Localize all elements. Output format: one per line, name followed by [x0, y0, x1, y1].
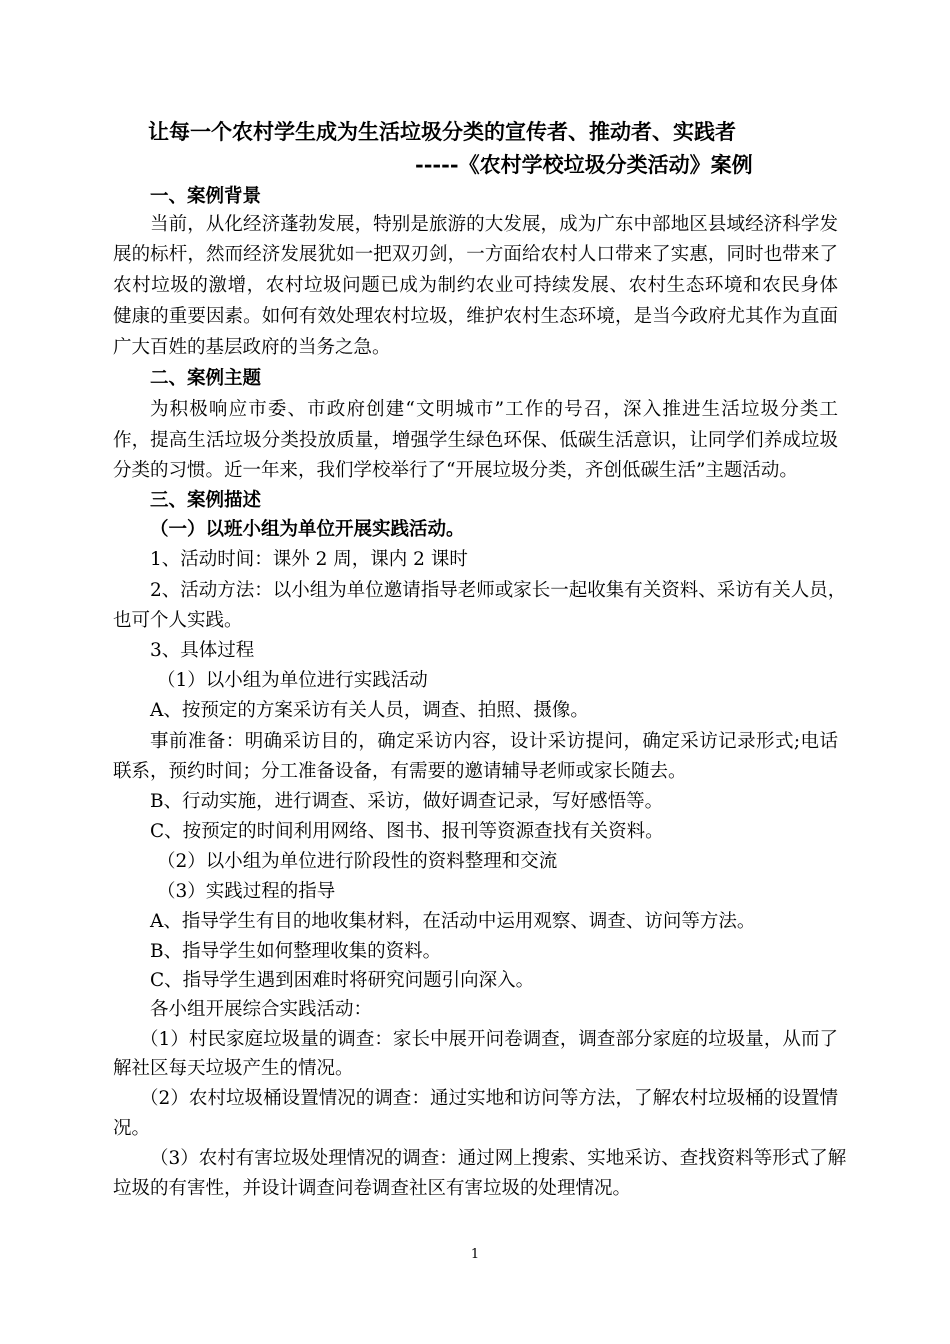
paragraph-line: B、指导学生如何整理收集的资料。 [150, 941, 442, 962]
page-number: 1 [470, 1247, 480, 1262]
section-heading-description: 三、案例描述 [150, 490, 262, 511]
paragraph-line: 2、活动方法：以小组为单位邀请指导老师或家长一起收集有关资料、采访有关人员， [150, 580, 847, 601]
paragraph-line: C、按预定的时间利用网络、图书、报刊等资源查找有关资料。 [150, 821, 664, 842]
paragraph-line: 为积极响应市委、市政府创建“文明城市”工作的号召，深入推进生活垃圾分类工 [150, 399, 838, 420]
document-title: 让每一个农村学生成为生活垃圾分类的宣传者、推动者、实践者 [148, 119, 736, 144]
paragraph-line: A、指导学生有目的地收集材料，在活动中运用观察、调查、访问等方法。 [150, 911, 756, 932]
paragraph-line: 作，提高生活垃圾分类投放质量，增强学生绿色环保、低碳生活意识，让同学们养成垃圾 [113, 430, 838, 451]
section-heading-theme: 二、案例主题 [150, 368, 262, 389]
paragraph-line: 农村垃圾的激增，农村垃圾问题已成为制约农业可持续发展、农村生态环境和农民身体 [113, 275, 838, 296]
paragraph-line: 3、具体过程 [150, 640, 255, 661]
paragraph-line: 展的标杆，然而经济发展犹如一把双刃剑，一方面给农村人口带来了实惠，同时也带来了 [113, 244, 838, 265]
section-heading-background: 一、案例背景 [150, 186, 262, 207]
paragraph-line: B、行动实施，进行调查、采访，做好调查记录，写好感悟等。 [150, 791, 664, 812]
paragraph-line: 健康的重要因素。如何有效处理农村垃圾，维护农村生态环境，是当今政府尤其作为直面 [113, 306, 838, 327]
paragraph-line: （3）农村有害垃圾处理情况的调查：通过网上搜索、实地采访、查找资料等形式了解 [150, 1148, 847, 1169]
paragraph-line: C、指导学生遇到困难时将研究问题引向深入。 [150, 970, 535, 991]
paragraph-line: 垃圾的有害性，并设计调查问卷调查社区有害垃圾的处理情况。 [113, 1178, 632, 1199]
document-subtitle: -----《农村学校垃圾分类活动》案例 [415, 152, 753, 177]
subsection-heading: （一）以班小组为单位开展实践活动。 [150, 519, 465, 540]
paragraph-line: 各小组开展综合实践活动： [150, 999, 373, 1020]
paragraph-line: 分类的习惯。近一年来，我们学校举行了“开展垃圾分类，齐创低碳生活”主题活动。 [113, 460, 798, 481]
paragraph-line: （2）农村垃圾桶设置情况的调查：通过实地和访问等方法，了解农村垃圾桶的设置情 [140, 1088, 838, 1109]
paragraph-line: 也可个人实践。 [113, 610, 243, 631]
paragraph-line: A、按预定的方案采访有关人员，调查、拍照、摄像。 [150, 700, 589, 721]
paragraph-line: 广大百姓的基层政府的当务之急。 [113, 337, 391, 358]
paragraph-line: 解社区每天垃圾产生的情况。 [113, 1058, 354, 1079]
paragraph-line: 联系，预约时间；分工准备设备，有需要的邀请辅导老师或家长随去。 [113, 761, 687, 782]
paragraph-line: 况。 [113, 1118, 151, 1139]
paragraph-line: （2）以小组为单位进行阶段性的资料整理和交流 [157, 851, 558, 872]
paragraph-line: （1）以小组为单位进行实践活动 [157, 670, 428, 691]
paragraph-line: （3）实践过程的指导 [157, 881, 336, 902]
paragraph-line: 事前准备：明确采访目的，确定采访内容，设计采访提问，确定采访记录形式;电话 [150, 731, 838, 752]
paragraph-line: 1、活动时间：课外 2 周，课内 2 课时 [150, 549, 468, 570]
paragraph-line: 当前，从化经济蓬勃发展，特别是旅游的大发展，成为广东中部地区县域经济科学发 [150, 214, 838, 235]
paragraph-line: （1）村民家庭垃圾量的调查：家长中展开问卷调查，调查部分家庭的垃圾量，从而了 [140, 1029, 838, 1050]
